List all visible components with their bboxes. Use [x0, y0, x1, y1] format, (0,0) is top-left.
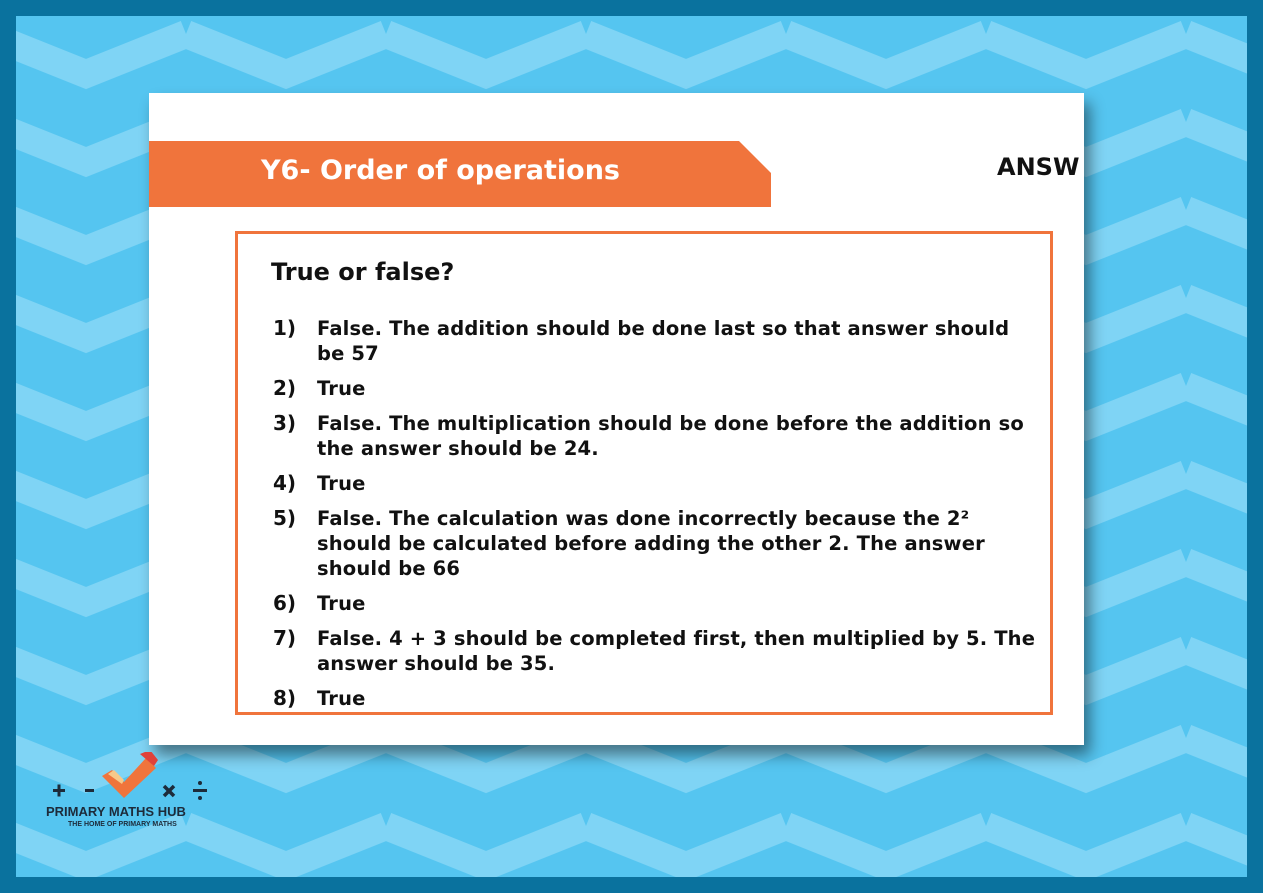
answer-number: 4) [273, 471, 297, 495]
answer-text: False. The addition should be done last so that answer should be 57 [317, 317, 1010, 365]
logo-tagline: THE HOME OF PRIMARY MATHS [68, 821, 177, 828]
answer-number: 3) [273, 411, 297, 435]
answer-number: 7) [273, 626, 297, 650]
primary-maths-hub-logo [40, 752, 225, 832]
answer-item [273, 506, 1043, 581]
answer-item [273, 316, 1043, 366]
logo-symbols [40, 752, 225, 804]
title-banner [149, 141, 771, 207]
logo-name: PRIMARY MATHS HUB [46, 804, 186, 819]
answer-item [273, 626, 1043, 676]
answer-text: True [317, 472, 366, 495]
answer-item [273, 471, 1043, 496]
answer-number: 5) [273, 506, 297, 530]
divide-icon [193, 781, 207, 800]
times-icon [164, 786, 174, 796]
box-title: True or false? [271, 258, 455, 286]
answer-item [273, 411, 1043, 461]
answer-item [273, 686, 1043, 711]
answer-text: True [317, 377, 366, 400]
plus-icon [53, 785, 65, 797]
banner-title: Y6- Order of operations [261, 155, 620, 186]
answer-slide [149, 93, 1084, 745]
answer-number: 6) [273, 591, 297, 615]
answer-number: 2) [273, 376, 297, 400]
answer-list [273, 316, 1043, 721]
answer-number: 1) [273, 316, 297, 340]
answers-heading: ANSW [997, 153, 1080, 181]
check-pencil-icon [102, 752, 158, 798]
answer-item [273, 376, 1043, 401]
answer-text: True [317, 592, 366, 615]
answer-text: False. The calculation was done incorrectly because the 2² should be calculated before adding the other 2. The answer should be 66 [317, 507, 985, 580]
answer-text: True [317, 687, 366, 710]
minus-icon [85, 789, 94, 792]
answer-item [273, 591, 1043, 616]
answer-box [235, 231, 1053, 715]
answer-text: False. 4 + 3 should be completed first, then multiplied by 5. The answer should be 35. [317, 627, 1036, 675]
answer-number: 8) [273, 686, 297, 710]
answer-text: False. The multiplication should be done before the addition so the answer should be 24. [317, 412, 1024, 460]
